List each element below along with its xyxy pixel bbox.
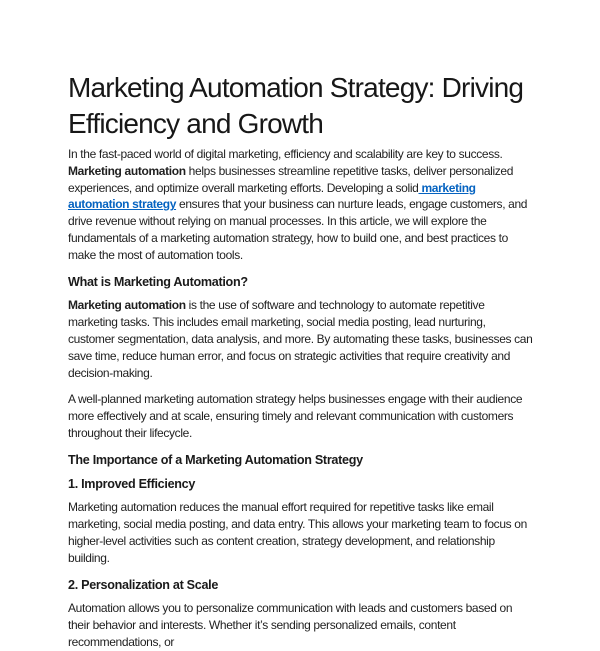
text-run: In the fast-paced world of digital marketing, efficiency and scalability are key to success. [68, 147, 503, 161]
paragraph [68, 600, 534, 650]
paragraph [68, 146, 534, 264]
hyperlink[interactable]: marketing automation strategy [68, 180, 476, 212]
text-run: helps businesses streamline repetitive tasks, deliver personalized experiences, and optimize overall marketing efforts. Developing a solid [68, 163, 514, 195]
title-line-2: Efficiency and Growth [68, 108, 324, 139]
bold-text: Marketing automation [68, 163, 186, 178]
paragraph [68, 391, 534, 441]
section-heading: What is Marketing Automation? [68, 274, 248, 289]
text-run: ensures that your business can nurture leads, engage customers, and drive revenue without relying on manual processes. In this article, we will explore the fundamentals of a marketing automation strategy, how to build one, and best practices to make the most of automation tools. [68, 197, 528, 262]
title-line-1: Marketing Automation Strategy: Driving [68, 72, 524, 103]
section-heading: The Importance of a Marketing Automation Strategy [68, 452, 363, 467]
text-run: Automation allows you to personalize communication with leads and customers based on their behavior and interests. Whether it’s sending personalized emails, content recommendations, or [68, 601, 513, 649]
paragraph [68, 297, 534, 381]
document-title [68, 70, 534, 142]
paragraph [68, 499, 534, 566]
text-run: Marketing automation reduces the manual effort required for repetitive tasks like email marketing, social media posting, and data entry. This allows your marketing team to focus on higher-level activities such as content creation, strategy development, and relationship building. [68, 500, 527, 565]
text-run: A well-planned marketing automation strategy helps businesses engage with their audience more effectively and at scale, ensuring timely and relevant communication with customers throughout their lifecycle. [68, 392, 523, 440]
text-run: is the use of software and technology to automate repetitive marketing tasks. This includes email marketing, social media posting, lead nurturing, customer segmentation, data analysis, and more. By automating these tasks, businesses can save time, reduce human error, and focus on strategic activities that require creativity and decision-making. [68, 298, 533, 380]
document-body [68, 146, 534, 651]
section-heading: 2. Personalization at Scale [68, 577, 219, 592]
section-heading: 1. Improved Efficiency [68, 476, 196, 491]
bold-text: Marketing automation [68, 298, 186, 313]
